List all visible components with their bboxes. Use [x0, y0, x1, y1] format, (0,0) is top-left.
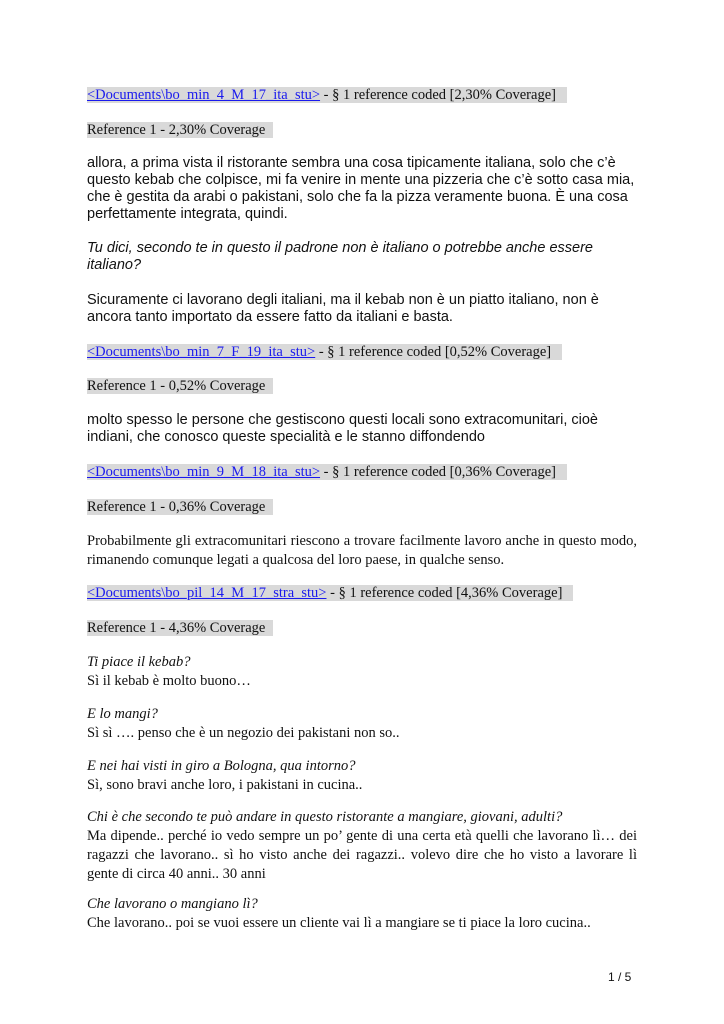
interviewer-question: E nei hai visti in giro a Bologna, qua intorno? — [87, 758, 356, 774]
qa-block — [87, 895, 591, 933]
interviewer-question: Ti piace il kebab? — [87, 654, 191, 670]
interviewee-answer: Che lavorano.. poi se vuoi essere un cliente vai lì a mangiare se ti piace la loro cucina.. — [87, 915, 591, 931]
source-link[interactable]: <Documents\bo_min_7_F_19_ita_stu> — [87, 344, 316, 360]
quote-paragraph: allora, a prima vista il ristorante sembra una cosa tipicamente italiana, solo che c’è questo kebab che colpisce, mi fa venire in mente una pizzeria che c’è sotto casa mia, che è gestita da arabi o pakistani, solo che fa la pizza veramente buona. È una cosa perfettamente integrata, quindi. — [87, 155, 635, 222]
quote-paragraph: Probabilmente gli extracomunitari riescono a trovare facilmente lavoro anche in questo modo, rimanendo comunque legati a qualcosa del loro paese, in qualche senso. — [87, 533, 637, 568]
qa-block — [87, 705, 400, 743]
qa-block — [87, 653, 251, 691]
source-link[interactable]: <Documents\bo_min_4_M_17_ita_stu> — [87, 87, 321, 103]
interviewer-question: Tu dici, secondo te in questo il padrone non è italiano o potrebbe anche essere italiano? — [87, 240, 593, 273]
reference-label: Reference 1 - 4,36% Coverage — [87, 619, 273, 638]
interviewee-answer: Sì, sono bravi anche loro, i pakistani in cucina.. — [87, 777, 363, 793]
source-link[interactable]: <Documents\bo_min_9_M_18_ita_stu> — [87, 464, 321, 480]
interviewer-question: E lo mangi? — [87, 706, 158, 722]
interviewer-question: Che lavorano o mangiano lì? — [87, 896, 258, 912]
source-header: <Documents\bo_min_9_M_18_ita_stu> - § 1 reference coded [0,36% Coverage] — [87, 463, 567, 482]
quote-paragraph: Sicuramente ci lavorano degli italiani, ma il kebab non è un piatto italiano, non è ancora tanto importato da essere fatto da italiani e basta. — [87, 292, 599, 325]
source-header: <Documents\bo_pil_14_M_17_stra_stu> - § 1 reference coded [4,36% Coverage] — [87, 584, 573, 603]
interviewee-answer: Ma dipende.. perché io vedo sempre un po’ gente di una certa età quelli che lavorano lì… dei ragazzi che lavorano.. sì ho visto anche dei ragazzi.. volevo dire che ho visto a lavorare lì gente di circa 40 anni.. 30 anni — [87, 828, 637, 882]
quote-paragraph: molto spesso le persone che gestiscono questi locali sono extracomunitari, cioè indiani, che conosco queste specialità e le stanno diffondendo — [87, 412, 598, 445]
interviewer-question: Chi è che secondo te può andare in questo ristorante a mangiare, giovani, adulti? — [87, 809, 563, 825]
source-header: <Documents\bo_min_7_F_19_ita_stu> - § 1 reference coded [0,52% Coverage] — [87, 343, 562, 362]
source-link[interactable]: <Documents\bo_pil_14_M_17_stra_stu> — [87, 585, 327, 601]
qa-block — [87, 808, 637, 884]
qa-block — [87, 757, 362, 795]
source-header: <Documents\bo_min_4_M_17_ita_stu> - § 1 reference coded [2,30% Coverage] — [87, 86, 567, 105]
reference-label: Reference 1 - 0,36% Coverage — [87, 498, 273, 517]
interviewee-answer: Sì il kebab è molto buono… — [87, 673, 251, 689]
interviewee-answer: Sì sì …. penso che è un negozio dei pakistani non so.. — [87, 725, 400, 741]
reference-label: Reference 1 - 0,52% Coverage — [87, 377, 273, 396]
page-number: 1 / 5 — [608, 970, 632, 984]
reference-label: Reference 1 - 2,30% Coverage — [87, 121, 273, 140]
